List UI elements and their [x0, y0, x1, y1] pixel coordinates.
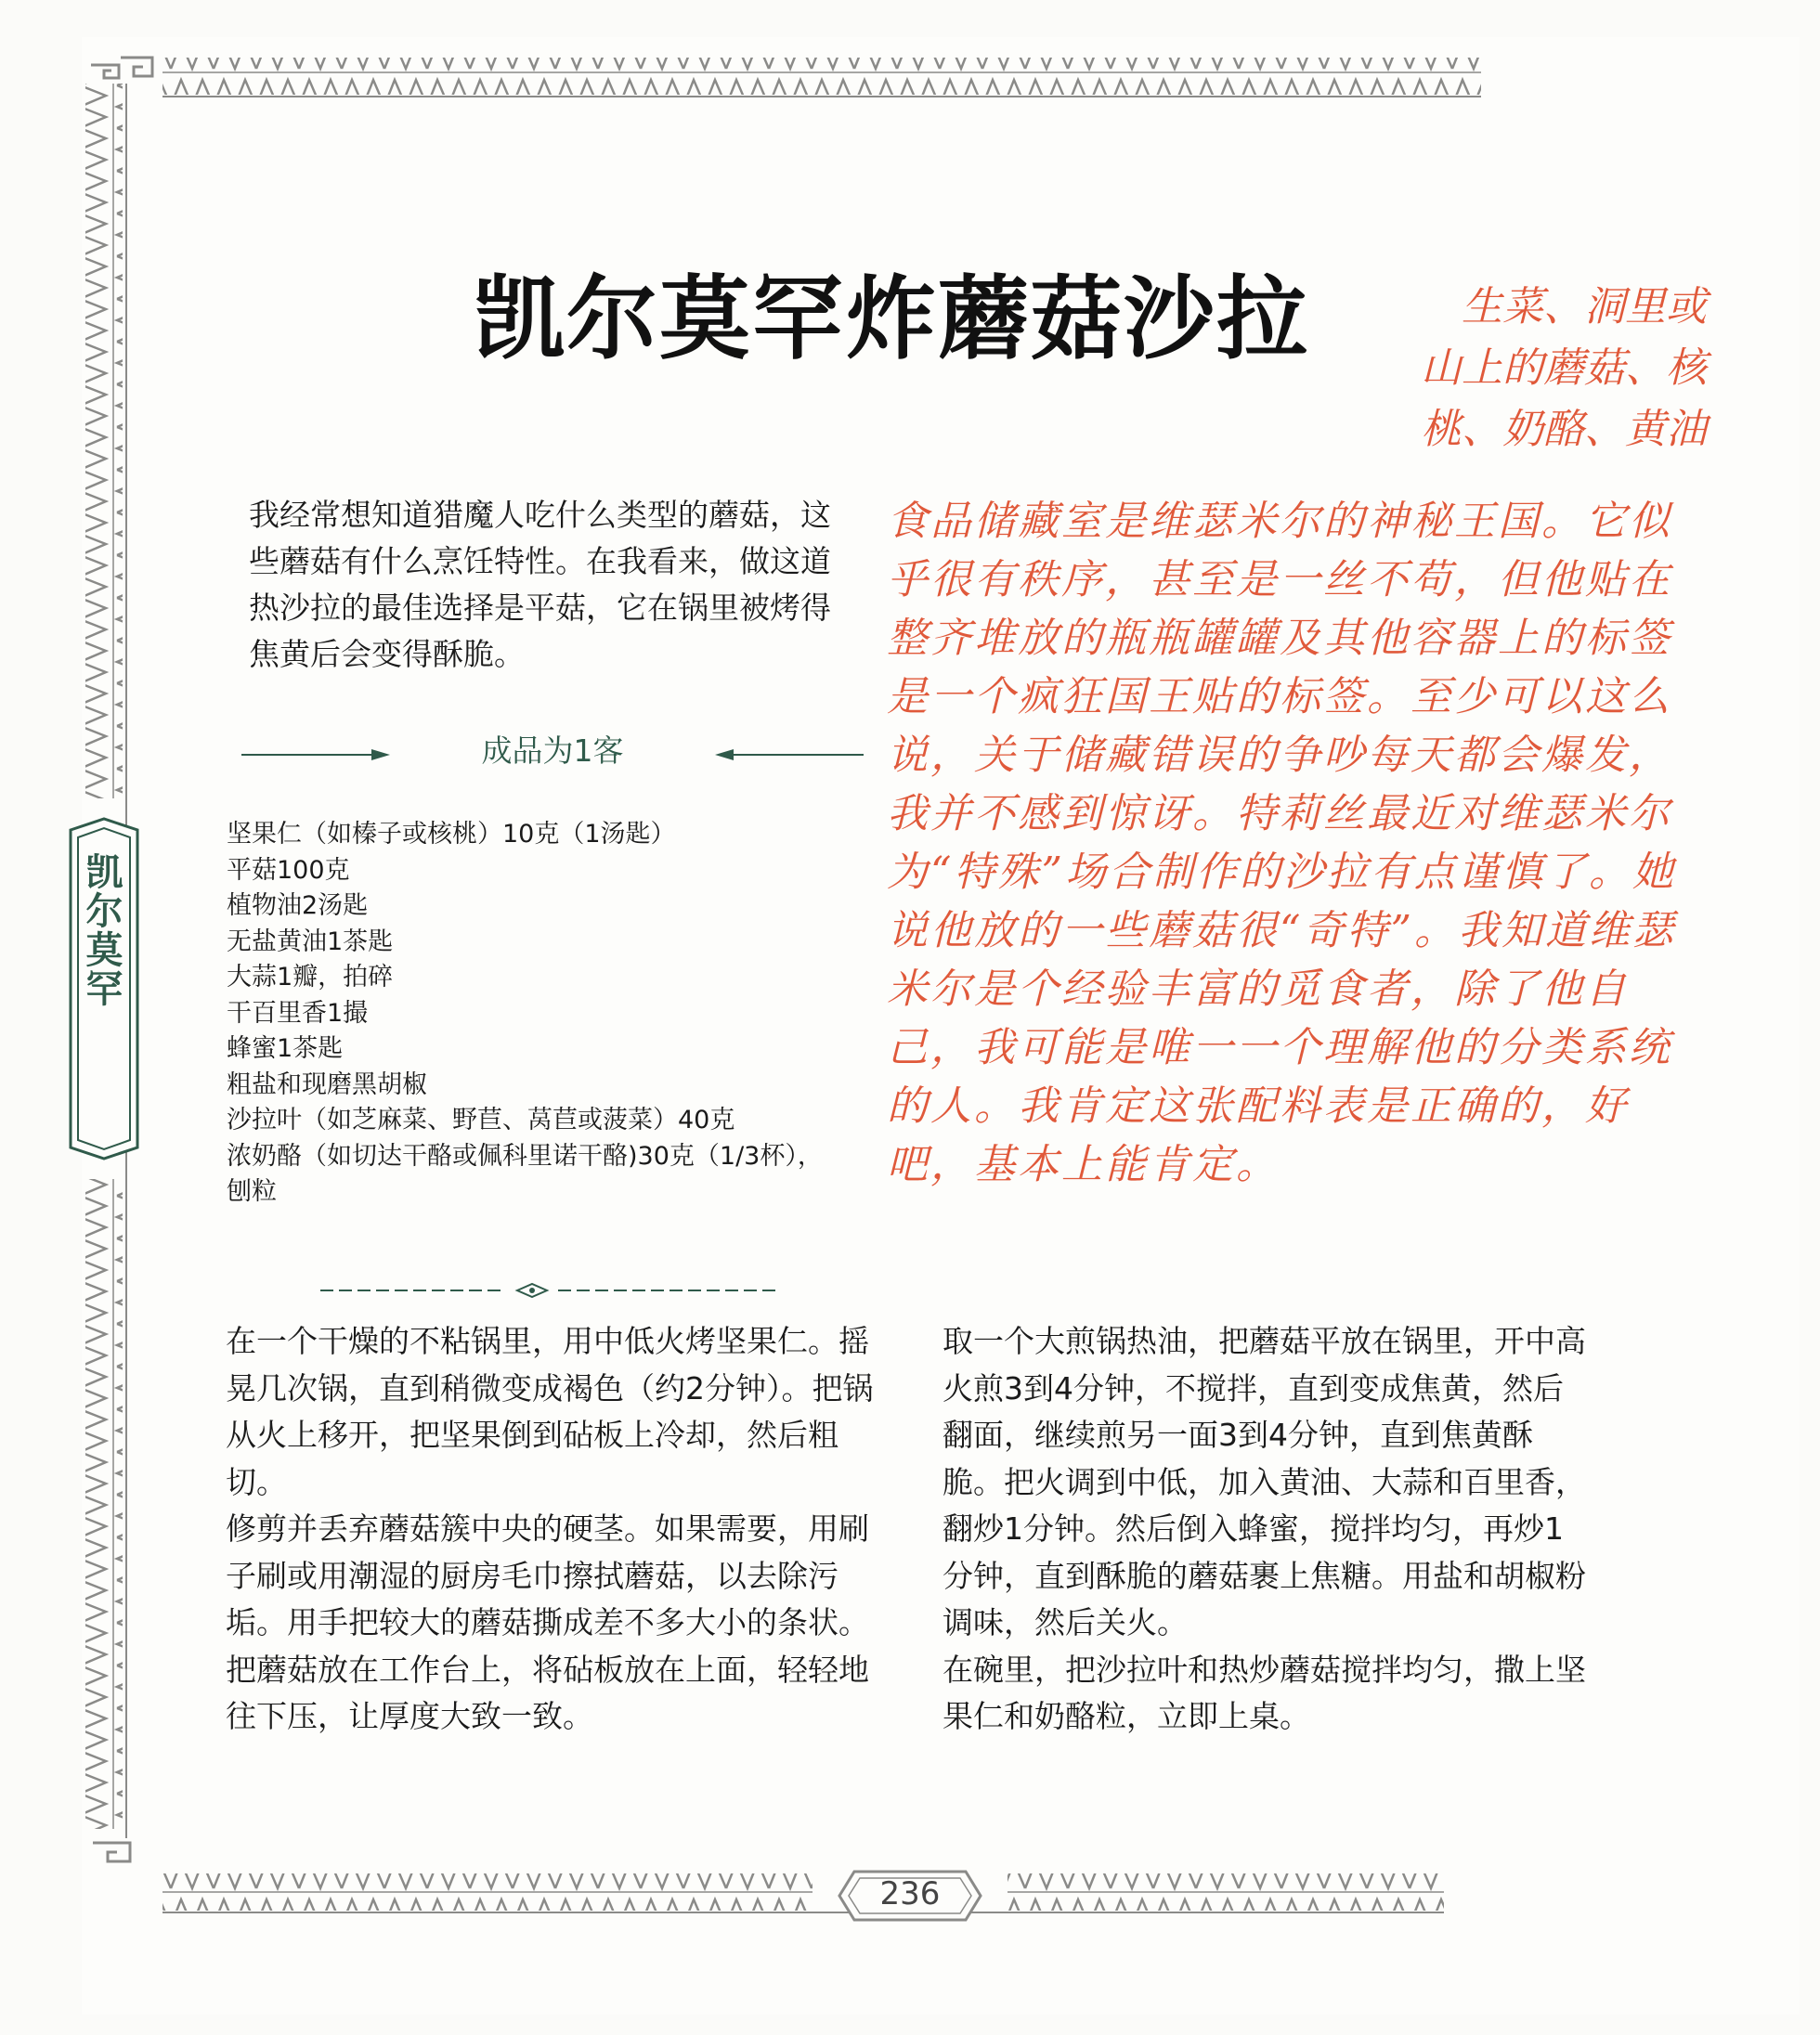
- page-number-label: 236: [879, 1875, 941, 1912]
- handwritten-ingredient-note: [1372, 277, 1707, 460]
- handwritten-line: 生菜、洞里或: [1462, 283, 1707, 331]
- ingredient-item: 浓奶酪（如切达干酪或佩科里诺干酪)30克（1/3杯），刨粒: [227, 1141, 823, 1206]
- ornamental-divider: [320, 1277, 775, 1304]
- ingredient-item: 干百里香1撮: [227, 998, 369, 1028]
- serves-heading: [241, 729, 864, 773]
- ingredient-item: 沙拉叶（如芝麻菜、野苣、莴苣或菠菜）40克: [227, 1106, 735, 1134]
- ingredient-item: 坚果仁（如榛子或核桃）10克（1汤匙）: [227, 820, 676, 849]
- handwritten-margin-note: 食品储藏室是维瑟米尔的神秘王国。它似乎很有秩序，甚至是一丝不苟，但他贴在整齐堆放的瓶瓶罐罐及其他容器上的标签是一个疯狂国王贴的标签。至少可以这么说，关于储藏错误的争吵每天都会爆发，我并不感到惊讶。特莉丝最近对维瑟米尔为“特殊”场合制作的沙拉有点谨慎了。她说他放的一些蘑菇很“奇特”。我知道维瑟米尔是个经验丰富的觅食者，除了他自己，我可能是唯一一个理解他的分类系统的人。我肯定这张配料表是正确的，好吧，基本上能肯定。: [887, 498, 1676, 1188]
- ingredient-item: 无盐黄油1茶匙: [227, 927, 394, 956]
- method-step: 修剪并丢弃蘑菇簇中央的硬茎。如果需要，用刷子刷或用潮湿的厨房毛巾擦拭蘑菇，以去除污垢。用手把较大的蘑菇撕成差不多大小的条状。把蘑菇放在工作台上，将砧板放在上面，轻轻地往下压，让厚度大致一致。: [226, 1510, 869, 1734]
- method-step: 在碗里，把沙拉叶和热炒蘑菇搅拌均匀，撒上坚果仁和奶酪粒，立即上桌。: [942, 1651, 1586, 1734]
- ingredient-item: 植物油2汤匙: [227, 891, 369, 920]
- handwritten-line: 山上的蘑菇、核: [1421, 344, 1707, 392]
- chapter-tab-label: 凯尔莫罕: [80, 852, 123, 1008]
- ingredient-list: [227, 817, 830, 1211]
- ingredient-item: 蜂蜜1茶匙: [227, 1034, 344, 1063]
- ingredient-item: 平菇100克: [227, 855, 350, 885]
- page-number: [836, 1868, 984, 1924]
- method-step: 取一个大煎锅热油，把蘑菇平放在锅里，开中高火煎3到4分钟，不搅拌，直到变成焦黄，然后翻面，继续煎另一面3到4分钟，直到焦黄酥脆。把火调到中低，加入黄油、大蒜和百里香，翻炒1分钟。然后倒入蜂蜜，搅拌均匀，再炒1分钟，直到酥脆的蘑菇裹上焦糖。用盐和胡椒粉调味，然后关火。: [942, 1323, 1586, 1640]
- method-column-right: [942, 1318, 1592, 1741]
- intro-paragraph: 我经常想知道猎魔人吃什么类型的蘑菇，这些蘑菇有什么烹饪特性。在我看来，做这道热沙拉的最佳选择是平菇，它在锅里被烤得焦黄后会变得酥脆。: [249, 497, 831, 672]
- serves-label: 成品为1客: [481, 732, 624, 769]
- ingredient-item: 大蒜1瓣，拍碎: [227, 963, 394, 992]
- chapter-tab: [61, 817, 147, 1160]
- ingredient-item: 粗盐和现磨黑胡椒: [227, 1069, 427, 1099]
- handwritten-line: 桃、奶酪、黄油: [1421, 406, 1707, 453]
- method-column-left: [226, 1318, 876, 1741]
- recipe-title: 凯尔莫罕炸蘑菇沙拉: [474, 266, 1310, 372]
- method-step: 在一个干燥的不粘锅里，用中低火烤坚果仁。摇晃几次锅，直到稍微变成褐色（约2分钟）。把锅从火上移开，把坚果倒到砧板上冷却，然后粗切。: [226, 1323, 874, 1500]
